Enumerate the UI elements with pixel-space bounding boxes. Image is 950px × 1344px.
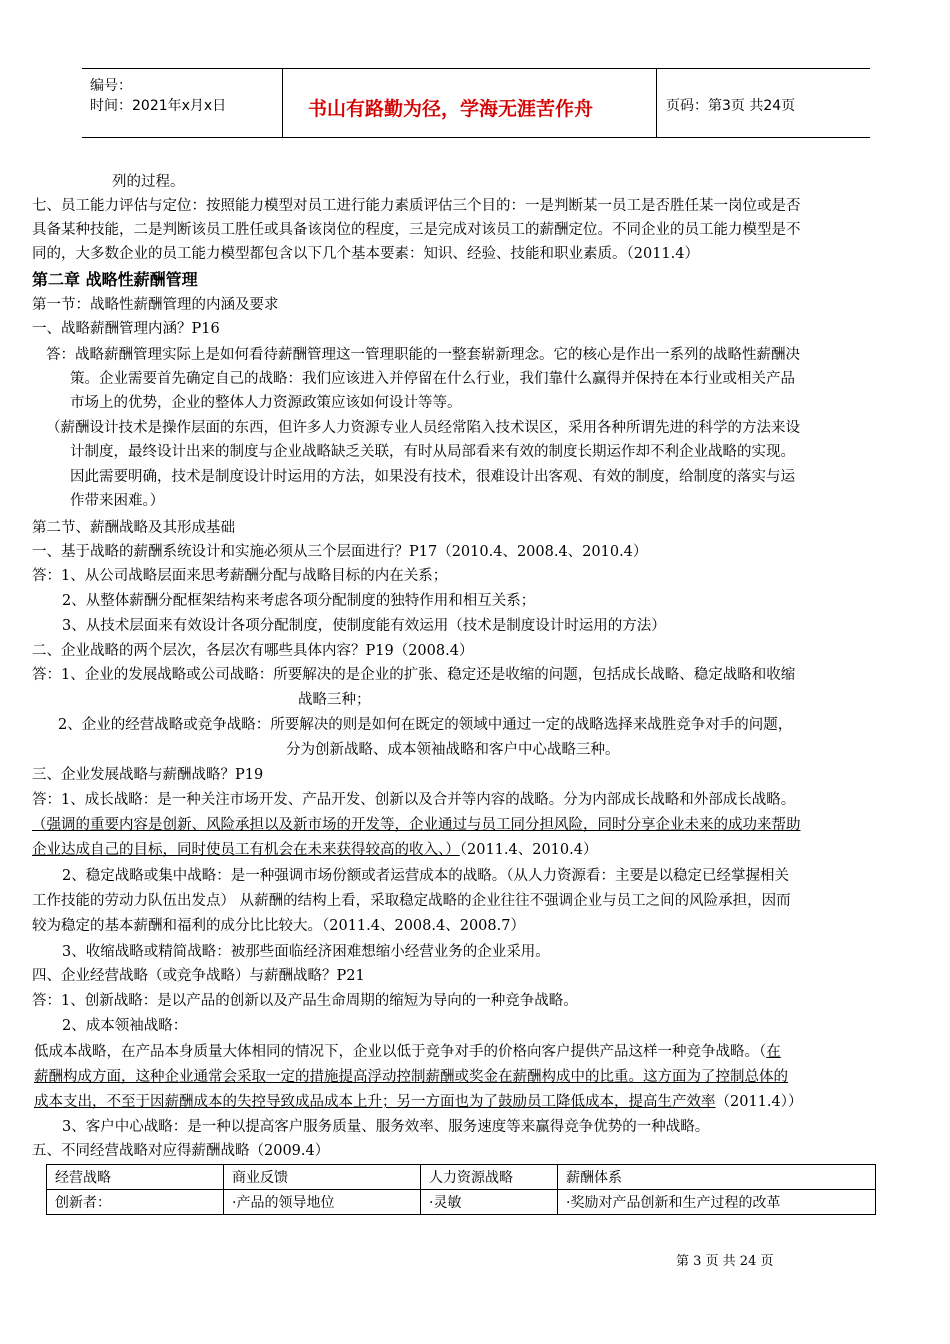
text-line <box>34 1042 781 1062</box>
header-divider <box>282 69 283 137</box>
table-header-cell: 人力资源战略 <box>421 1165 558 1190</box>
text-line: 同的，大多数企业的员工能力模型都包含以下几个基本要素：知识、经验、技能和职业素质。（2011.4） <box>32 246 699 262</box>
table-cell: ·奖励对产品创新和生产过程的改革 <box>558 1190 876 1215</box>
text-line: 2、企业的经营战略或竞争战略：所要解决的则是如何在既定的领域中通过一定的战略选择来战胜竞争对手的问题， <box>58 717 793 733</box>
text-line: 因此需要明确，技术是制度设计时运用的方法，如果没有技术，很难设计出客观、有效的制度，给制度的落实与运 <box>70 469 795 485</box>
table-cell: ·产品的领导地位 <box>224 1190 421 1215</box>
text-line: 策。企业需要首先确定自己的战略：我们应该进入并停留在什么行业，我们靠什么赢得并保持在本行业或相关产品 <box>70 371 795 387</box>
year-ref: （2011.4）） <box>715 1094 803 1110</box>
time-label: 时间：2021年x月x日 <box>90 98 227 114</box>
header-motto: 书山有路勤为径，学海无涯苦作舟 <box>308 98 594 120</box>
text-line: 答：1、成长战略：是一种关注市场开发、产品开发、创新以及合并等内容的战略。分为内部成长战略和外部成长战略。 <box>32 792 796 808</box>
table-cell: ·灵敏 <box>421 1190 558 1215</box>
text-line: 具备某种技能，二是判断该员工胜任或具备该岗位的程度，三是完成对该员工的薪酬定位。不同企业的员工能力模型是不 <box>32 222 801 238</box>
serial-label: 编号： <box>90 78 132 94</box>
text-line: 较为稳定的基本薪酬和福利的成分比比较大。（2011.4、2008.4、2008.7） <box>32 918 525 934</box>
text-line: 薪酬构成方面，这种企业通常会采取一定的措施提高浮动控制薪酬或奖金在薪酬构成中的比重。这方面为了控制总体的 <box>34 1069 788 1085</box>
text-line: 答：战略薪酬管理实际上是如何看待薪酬管理这一管理职能的一整套崭新理念。它的核心是作出一系列的战略性薪酬决 <box>46 347 800 363</box>
underlined-text: 成本支出，不至于因薪酬成本的失控导致成品成本上升；另一方面也为了鼓励员工降低成本，提高生产效率 <box>34 1094 716 1110</box>
strategy-table <box>46 1164 876 1215</box>
text-line: 作带来困难。） <box>70 493 165 509</box>
question: 二、企业战略的两个层次，各层次有哪些具体内容？P19（2008.4） <box>32 643 474 659</box>
year-ref: （2011.4、2010.4） <box>459 842 598 858</box>
text-line: 工作技能的劳动力队伍出发点） 从薪酬的结构上看，采取稳定战略的企业往往不强调企业与员工之间的风险承担，因而 <box>32 893 791 909</box>
table-cell: 创新者： <box>47 1190 224 1215</box>
table-header-row <box>47 1165 876 1190</box>
page-header <box>82 68 870 138</box>
question: 一、基于战略的薪酬系统设计和实施必须从三个层面进行？P17（2010.4、2008.4、2010.4） <box>32 544 648 560</box>
chapter-title: 第二章 战略性薪酬管理 <box>32 270 198 289</box>
text-line: 2、从整体薪酬分配框架结构来考虑各项分配制度的独特作用和相互关系； <box>62 593 536 609</box>
text-line: （强调的重要内容是创新、风险承担以及新市场的开发等，企业通过与员工同分担风险，同时分享企业未来的成功来帮助 <box>32 817 801 833</box>
text-line: 2、成本领袖战略： <box>62 1018 188 1034</box>
text-line: 七、员工能力评估与定位：按照能力模型对员工进行能力素质评估三个目的：一是判断某一员工是否胜任某一岗位或是否 <box>32 198 801 214</box>
text-line: 3、客户中心战略：是一种以提高客户服务质量、服务效率、服务速度等来赢得竞争优势的一种战略。 <box>62 1119 710 1135</box>
question: 一、战略薪酬管理内涵？P16 <box>32 321 220 337</box>
text-line: 列的过程。 <box>112 174 185 190</box>
text-line: 3、收缩战略或精简战略：被那些面临经济困难想缩小经营业务的企业采用。 <box>62 944 550 960</box>
plain-text: 低成本战略，在产品本身质量大体相同的情况下，企业以低于竞争对手的价格向客户提供产品这样一种竞争战略。（ <box>34 1044 767 1060</box>
underlined-text: 企业达成自己的目标，同时使员工有机会在未来获得较高的收入、） <box>32 842 460 858</box>
section-heading: 第二节、薪酬战略及其形成基础 <box>32 520 235 536</box>
underlined-text: 在 <box>766 1044 781 1060</box>
header-divider <box>656 69 657 137</box>
question: 三、企业发展战略与薪酬战略？P19 <box>32 767 264 783</box>
text-line: 计制度，最终设计出来的制度与企业战略缺乏关联，有时从局部看来有效的制度长期运作却不利企业战略的实现。 <box>70 444 795 460</box>
text-line: 分为创新战略、成本领袖战略和客户中心战略三种。 <box>286 742 620 758</box>
text-line: 市场上的优势，企业的整体人力资源政策应该如何设计等等。 <box>70 395 462 411</box>
text-line: 战略三种； <box>298 692 371 708</box>
page-label: 页码：第3页 共24页 <box>666 98 796 114</box>
page-footer: 第 3 页 共 24 页 <box>676 1254 774 1269</box>
section-heading: 第一节：战略性薪酬管理的内涵及要求 <box>32 297 279 313</box>
text-line: 2、稳定战略或集中战略：是一种强调市场份额或者运营成本的战略。（从人力资源看：主要是以稳定已经掌握相关 <box>62 868 789 884</box>
question: 五、不同经营战略对应得薪酬战略（2009.4） <box>32 1143 330 1159</box>
table-header-cell: 经营战略 <box>47 1165 224 1190</box>
text-line: （薪酬设计技术是操作层面的东西，但许多人力资源专业人员经常陷入技术误区，采用各种所谓先进的科学的方法来设 <box>46 420 800 436</box>
text-line: 答：1、企业的发展战略或公司战略：所要解决的是企业的扩张、稳定还是收缩的问题，包括成长战略、稳定战略和收缩 <box>32 667 796 683</box>
question: 四、企业经营战略（或竞争战略）与薪酬战略？P21 <box>32 968 365 984</box>
table-header-cell: 薪酬体系 <box>558 1165 876 1190</box>
text-line: 答：1、创新战略：是以产品的创新以及产品生命周期的缩短为导向的一种竞争战略。 <box>32 993 578 1009</box>
table-row <box>47 1190 876 1215</box>
table-header-cell: 商业反馈 <box>224 1165 421 1190</box>
text-line: 3、从技术层面来有效设计各项分配制度，使制度能有效运用（技术是制度设计时运用的方法） <box>62 618 666 634</box>
text-line <box>34 1092 803 1112</box>
text-line <box>32 840 597 860</box>
text-line: 答：1、从公司战略层面来思考薪酬分配与战略目标的内在关系； <box>32 568 448 584</box>
